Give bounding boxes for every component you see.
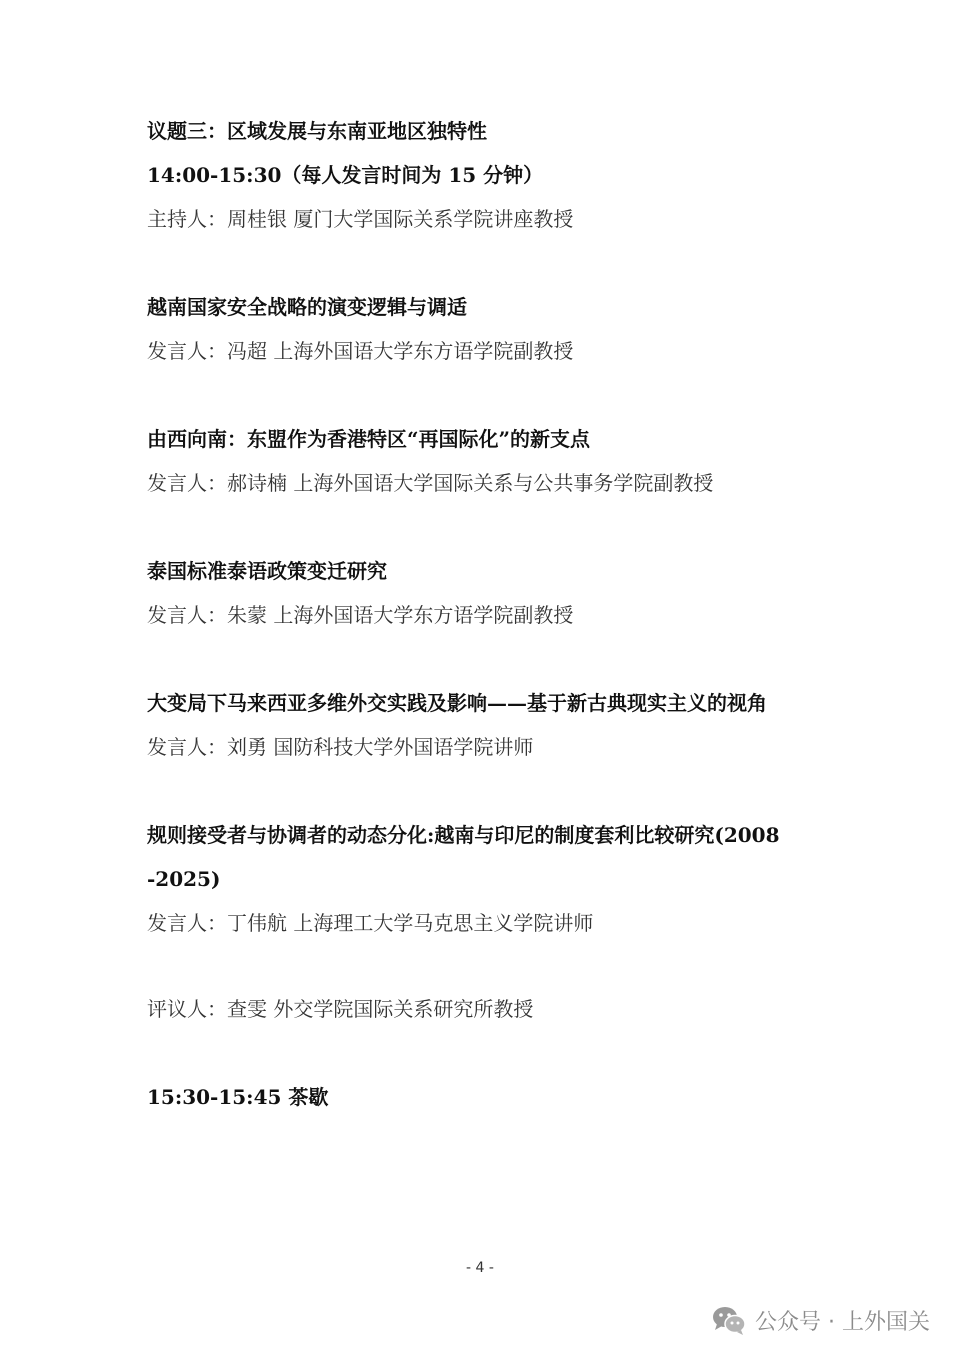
watermark — [711, 1302, 930, 1338]
session-time: 14:00-15:30（每人发言时间为 15 分钟） — [147, 163, 544, 187]
talk-title: 越南国家安全战略的演变逻辑与调适 — [147, 295, 467, 319]
talk-title: 由西向南：东盟作为香港特区“再国际化”的新支点 — [147, 427, 591, 451]
talk-title: 大变局下马来西亚多维外交实践及影响——基于新古典现实主义的视角 — [147, 691, 767, 715]
session-host: 主持人：周桂银 厦门大学国际关系学院讲座教授 — [147, 207, 574, 231]
talk-speaker: 发言人：冯超 上海外国语大学东方语学院副教授 — [147, 339, 574, 363]
talk-title-line1: 规则接受者与协调者的动态分化:越南与印尼的制度套利比较研究(2008 — [147, 823, 780, 847]
talk-speaker: 发言人：丁伟航 上海理工大学马克思主义学院讲师 — [147, 911, 594, 935]
talk-speaker: 发言人：朱蒙 上海外国语大学东方语学院副教授 — [147, 603, 574, 627]
talk-title-line2: -2025) — [147, 867, 221, 891]
talk-title: 泰国标准泰语政策变迁研究 — [147, 559, 387, 583]
wechat-icon — [711, 1304, 747, 1336]
tea-break: 15:30-15:45 茶歇 — [147, 1085, 329, 1109]
session-title: 议题三：区域发展与东南亚地区独特性 — [147, 119, 487, 143]
page-number: - 4 - — [466, 1260, 494, 1276]
talk-speaker: 发言人：郝诗楠 上海外国语大学国际关系与公共事务学院副教授 — [147, 471, 714, 495]
watermark-text: 公众号 · 上外国关 — [755, 1309, 930, 1335]
talk-speaker: 发言人：刘勇 国防科技大学外国语学院讲师 — [147, 735, 534, 759]
discussant: 评议人：查雯 外交学院国际关系研究所教授 — [147, 997, 534, 1021]
